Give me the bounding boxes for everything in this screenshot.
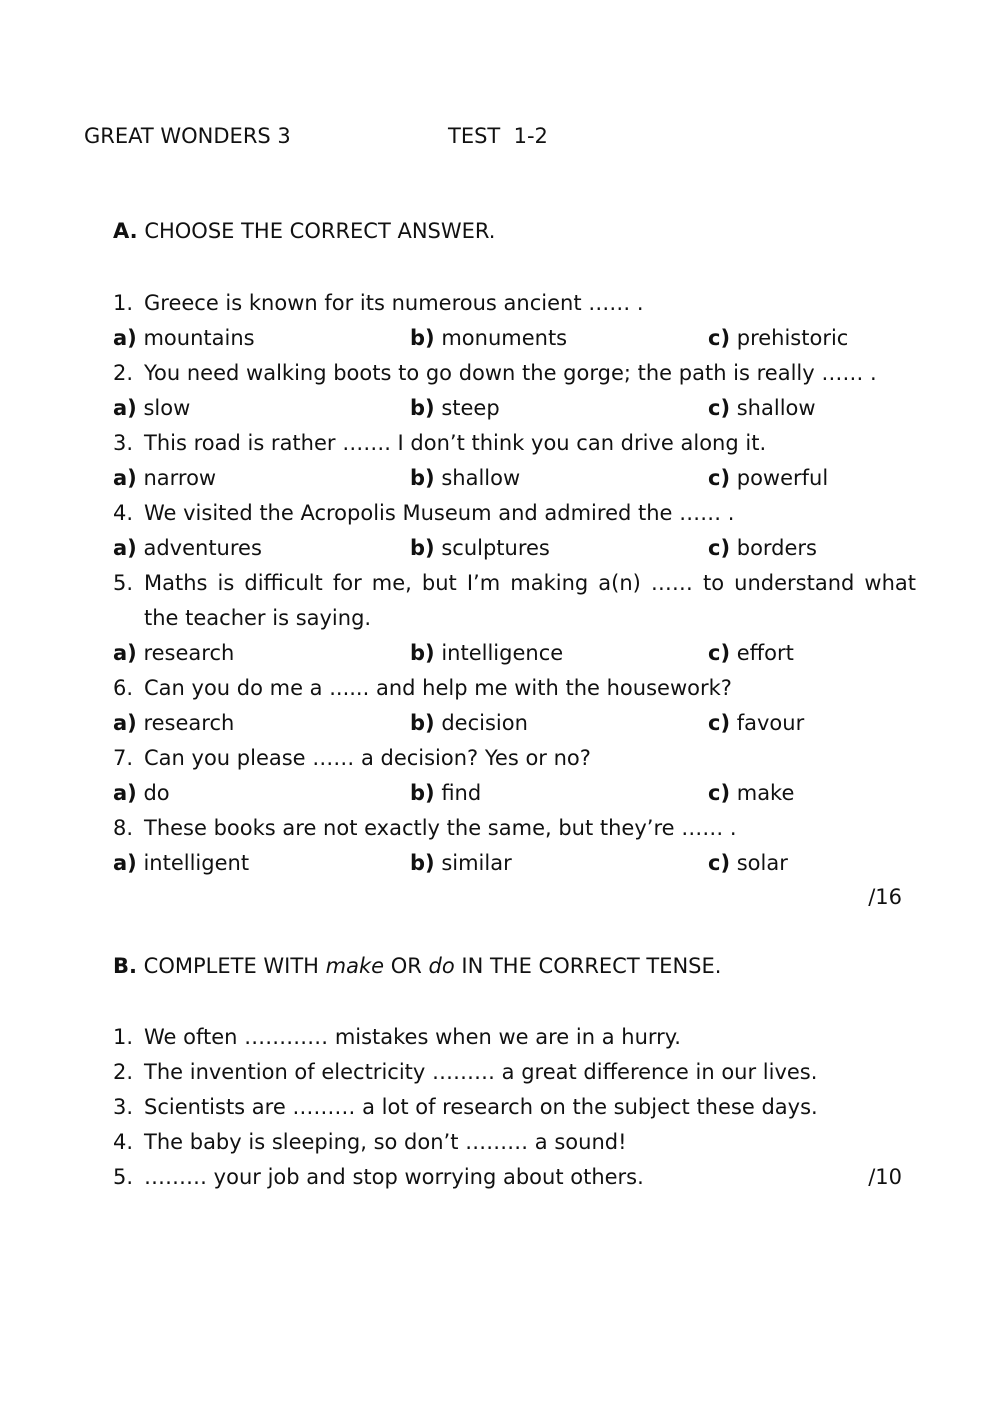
question-line: [113, 741, 933, 776]
question-number: 6.: [113, 676, 134, 700]
option-text: sculptures: [441, 536, 550, 560]
option-letter: a): [113, 641, 137, 665]
item-text[interactable]: We often ………… mistakes when we are in a hurry.: [144, 1025, 681, 1049]
option-letter: b): [410, 781, 435, 805]
option-letter: b): [410, 396, 435, 420]
question-line: [113, 496, 933, 531]
option-a[interactable]: [113, 636, 234, 671]
item-text[interactable]: ……… your job and stop worrying about others.: [144, 1165, 644, 1189]
options-line: [113, 461, 933, 496]
item-number: 2.: [113, 1060, 134, 1084]
question-number: 8.: [113, 816, 134, 840]
option-text: find: [441, 781, 482, 805]
option-letter: c): [708, 396, 731, 420]
section-b-score: /10: [868, 1165, 902, 1189]
section-a-instruction: CHOOSE THE CORRECT ANSWER.: [144, 219, 496, 243]
option-b[interactable]: [410, 636, 563, 671]
option-b[interactable]: [410, 846, 512, 881]
option-text: steep: [441, 396, 500, 420]
option-letter: c): [708, 326, 731, 350]
question-text: These books are not exactly the same, but they’re …… .: [144, 816, 737, 840]
section-b-word-do: do: [428, 954, 455, 978]
section-b-title: [113, 954, 933, 978]
option-text: monuments: [441, 326, 568, 350]
option-text: intelligent: [143, 851, 250, 875]
option-b[interactable]: [410, 461, 520, 496]
option-text: effort: [736, 641, 794, 665]
option-a[interactable]: [113, 321, 255, 356]
option-text: powerful: [736, 466, 829, 490]
option-b[interactable]: [410, 706, 528, 741]
option-text: borders: [736, 536, 818, 560]
fill-in-item: [113, 1125, 933, 1160]
option-a[interactable]: [113, 706, 234, 741]
option-text: make: [736, 781, 795, 805]
question-number: 1.: [113, 291, 134, 315]
question-line: [113, 356, 933, 391]
option-text: slow: [143, 396, 191, 420]
option-c[interactable]: [708, 531, 817, 566]
options-line: [113, 846, 933, 881]
worksheet-header: [84, 124, 684, 154]
question-text: Can you do me a ...... and help me with the housework?: [144, 676, 732, 700]
option-letter: c): [708, 641, 731, 665]
question-line: [113, 811, 933, 846]
section-a-letter: A.: [113, 219, 138, 243]
question-line: [113, 671, 933, 706]
option-a[interactable]: [113, 776, 170, 811]
question-text: You need walking boots to go down the gorge; the path is really …… .: [144, 361, 877, 385]
option-a[interactable]: [113, 846, 249, 881]
option-letter: b): [410, 536, 435, 560]
option-text: mountains: [143, 326, 255, 350]
item-text[interactable]: Scientists are ……… a lot of research on the subject these days.: [144, 1095, 818, 1119]
option-a[interactable]: [113, 531, 262, 566]
option-letter: a): [113, 851, 137, 875]
option-c[interactable]: [708, 636, 794, 671]
option-c[interactable]: [708, 846, 788, 881]
option-b[interactable]: [410, 321, 567, 356]
option-text: favour: [736, 711, 805, 735]
option-text: do: [143, 781, 170, 805]
option-text: intelligence: [441, 641, 564, 665]
question-number: 2.: [113, 361, 134, 385]
option-letter: a): [113, 711, 137, 735]
option-b[interactable]: [410, 391, 500, 426]
section-a-title: [113, 219, 933, 243]
item-number: 5.: [113, 1165, 134, 1189]
option-letter: c): [708, 851, 731, 875]
option-text: narrow: [143, 466, 217, 490]
option-b[interactable]: [410, 776, 481, 811]
section-b-instruction-post: IN THE CORRECT TENSE.: [454, 954, 722, 978]
option-letter: a): [113, 396, 137, 420]
option-letter: b): [410, 641, 435, 665]
option-text: similar: [441, 851, 512, 875]
test-title: TEST 1-2: [448, 124, 548, 148]
fill-in-item: [113, 1055, 933, 1090]
option-text: adventures: [143, 536, 262, 560]
item-number: 3.: [113, 1095, 134, 1119]
item-text[interactable]: The baby is sleeping, so don’t ……… a sound!: [144, 1130, 627, 1154]
options-line: [113, 776, 933, 811]
option-letter: b): [410, 326, 435, 350]
option-letter: a): [113, 466, 137, 490]
option-text: prehistoric: [736, 326, 849, 350]
section-b-letter: B.: [113, 954, 137, 978]
option-text: decision: [441, 711, 528, 735]
question-line: [113, 286, 933, 321]
item-number: 4.: [113, 1130, 134, 1154]
option-letter: a): [113, 326, 137, 350]
question-text: We visited the Acropolis Museum and admired the …… .: [144, 501, 735, 525]
option-letter: c): [708, 466, 731, 490]
section-b-instruction-mid: OR: [384, 954, 429, 978]
option-c[interactable]: [708, 321, 848, 356]
option-text: shallow: [736, 396, 816, 420]
option-letter: b): [410, 851, 435, 875]
section-b-instruction-pre: COMPLETE WITH: [143, 954, 326, 978]
section-b-word-make: make: [325, 954, 385, 978]
option-text: research: [143, 641, 235, 665]
section-a-score: /16: [868, 885, 902, 909]
question-number: 4.: [113, 501, 134, 525]
question-text: Greece is known for its numerous ancient …… .: [144, 291, 644, 315]
option-a[interactable]: [113, 461, 216, 496]
fill-in-item: [113, 1090, 933, 1125]
option-c[interactable]: [708, 706, 804, 741]
options-line: [113, 531, 933, 566]
item-number: 1.: [113, 1025, 134, 1049]
option-text: research: [143, 711, 235, 735]
option-letter: a): [113, 781, 137, 805]
options-line: [113, 636, 933, 671]
option-text: solar: [736, 851, 788, 875]
option-c[interactable]: [708, 391, 816, 426]
question-text: This road is rather ……. I don’t think you can drive along it.: [144, 431, 767, 455]
option-letter: b): [410, 466, 435, 490]
question-line: [113, 426, 933, 461]
options-line: [113, 706, 933, 741]
option-letter: c): [708, 781, 731, 805]
fill-in-item: [113, 1160, 933, 1195]
option-c[interactable]: [708, 461, 828, 496]
option-letter: a): [113, 536, 137, 560]
question-text: Can you please …… a decision? Yes or no?: [144, 746, 591, 770]
question-text: Maths is difficult for me, but I’m making a(n) …… to understand what the teacher is saying.: [144, 571, 916, 630]
question-number: 3.: [113, 431, 134, 455]
option-letter: b): [410, 711, 435, 735]
question-number: 7.: [113, 746, 134, 770]
option-b[interactable]: [410, 531, 550, 566]
option-letter: c): [708, 711, 731, 735]
option-a[interactable]: [113, 391, 190, 426]
option-text: shallow: [441, 466, 521, 490]
item-text[interactable]: The invention of electricity ……… a great difference in our lives.: [144, 1060, 818, 1084]
question-line: [113, 566, 933, 636]
book-title: GREAT WONDERS 3: [84, 124, 291, 148]
options-line: [113, 321, 933, 356]
option-letter: c): [708, 536, 731, 560]
option-c[interactable]: [708, 776, 794, 811]
fill-in-item: [113, 1020, 933, 1055]
question-number: 5.: [113, 571, 134, 595]
options-line: [113, 391, 933, 426]
